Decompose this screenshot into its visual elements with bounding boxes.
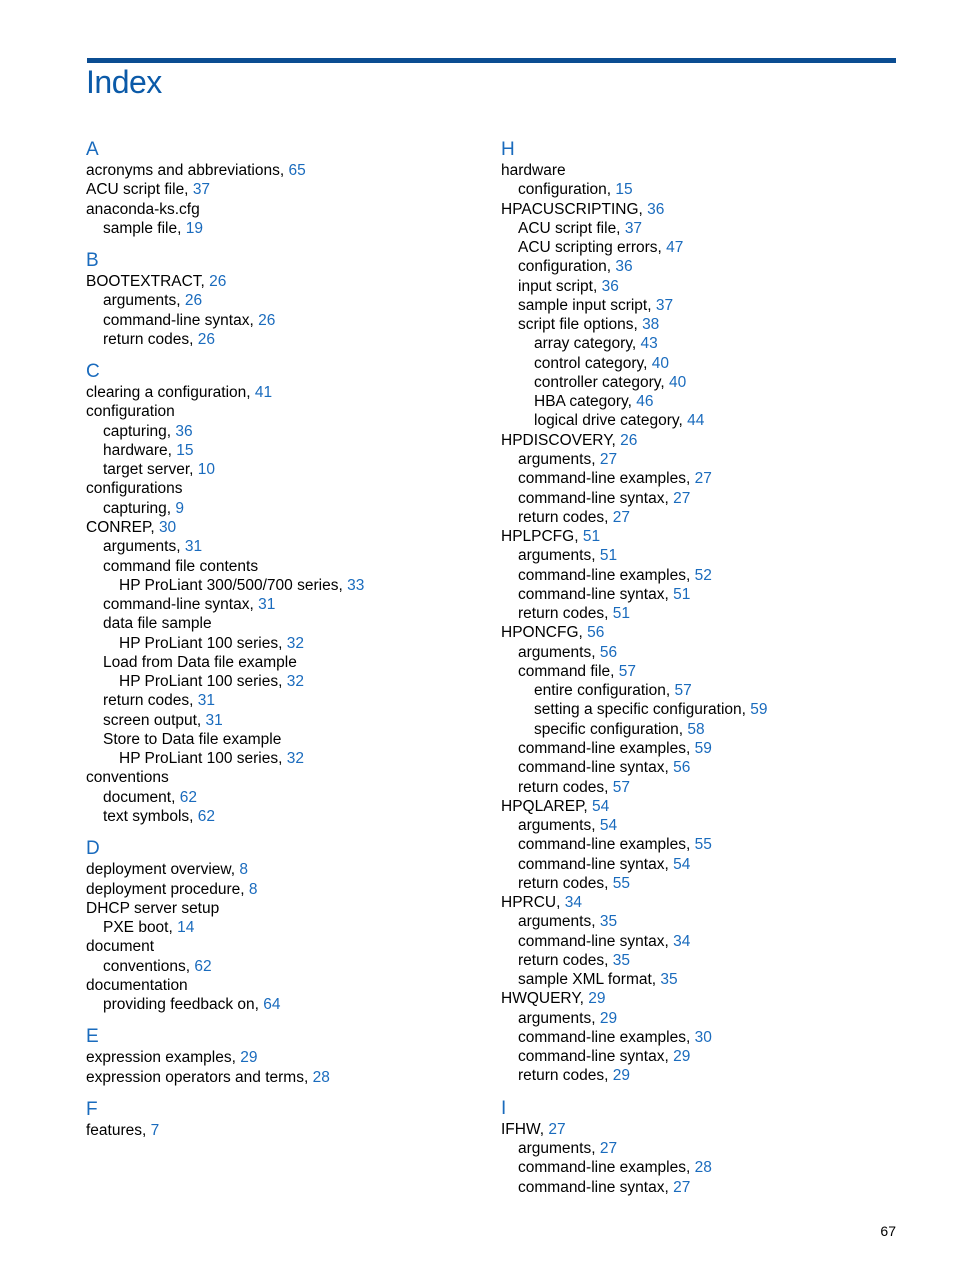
- index-entry: [86, 402, 486, 421]
- index-entry: [501, 720, 901, 739]
- index-entry: [86, 272, 486, 291]
- index-page-link[interactable]: 55: [694, 836, 712, 854]
- index-entry: [86, 653, 486, 672]
- index-entry: [501, 431, 901, 450]
- index-page-link[interactable]: 27: [694, 470, 712, 488]
- index-entry: [501, 739, 901, 758]
- index-page-link[interactable]: 51: [582, 528, 601, 546]
- index-page-link[interactable]: 28: [312, 1068, 330, 1086]
- index-entry-term: deployment overview,: [86, 861, 236, 879]
- index-page-link[interactable]: 57: [612, 778, 631, 796]
- index-entry: [501, 681, 901, 700]
- index-page-link[interactable]: 37: [624, 219, 643, 237]
- index-entry-term: command-line syntax,: [103, 596, 254, 614]
- index-entry-term: data file sample: [103, 615, 212, 633]
- index-entry: [501, 1158, 901, 1177]
- index-entry-term: DHCP server setup: [86, 899, 220, 917]
- index-page-link[interactable]: 15: [615, 181, 633, 199]
- index-entry-term: return codes,: [518, 1067, 609, 1085]
- index-entry: [86, 499, 486, 518]
- page-title: Index: [86, 64, 162, 100]
- index-entry: [86, 219, 486, 238]
- index-entry-term: ACU scripting errors,: [518, 239, 662, 257]
- index-entry-term: ACU script file,: [86, 181, 189, 199]
- index-entry: [86, 691, 486, 710]
- index-entry: [86, 788, 486, 807]
- page-number: 67: [880, 1223, 896, 1239]
- index-entry: [501, 662, 901, 681]
- index-page-link[interactable]: 37: [192, 181, 211, 199]
- index-entry-term: command-line syntax,: [518, 585, 669, 603]
- index-entry: [86, 311, 486, 330]
- index-entry: [501, 566, 901, 585]
- index-entry: [86, 807, 486, 826]
- index-entry-term: Load from Data file example: [103, 653, 297, 671]
- index-entry: [501, 373, 901, 392]
- index-entry: [501, 604, 901, 623]
- index-entry: [501, 951, 901, 970]
- index-entry-term: features,: [86, 1121, 147, 1139]
- index-entry-term: command-line examples,: [518, 739, 691, 757]
- index-entry: [86, 860, 486, 879]
- index-letter-e: E: [86, 1026, 99, 1048]
- index-entry: [86, 880, 486, 899]
- index-page-link[interactable]: 38: [642, 316, 660, 334]
- index-entry: [86, 422, 486, 441]
- index-entry-term: command-line syntax,: [518, 1048, 669, 1066]
- index-entry-term: command-line examples,: [518, 836, 691, 854]
- index-page-link[interactable]: 26: [197, 330, 216, 348]
- index-entry-term: arguments,: [103, 538, 181, 556]
- index-entry: [501, 874, 901, 893]
- index-entry-term: command file contents: [103, 557, 259, 575]
- index-entry-term: configuration: [86, 403, 175, 421]
- index-entry: [86, 1048, 486, 1067]
- index-entry-term: deployment procedure,: [86, 880, 245, 898]
- index-entry: [501, 623, 901, 642]
- index-entry-term: command-line syntax,: [518, 855, 669, 873]
- index-entry-term: command-line syntax,: [518, 932, 669, 950]
- index-entry-term: screen output,: [103, 711, 202, 729]
- index-entry: [501, 277, 901, 296]
- index-entry: [86, 899, 486, 918]
- index-page-link[interactable]: 41: [254, 384, 273, 402]
- index-entry: [86, 711, 486, 730]
- index-entry-term: return codes,: [518, 508, 609, 526]
- index-entry: [501, 1009, 901, 1028]
- index-entry-term: sample input script,: [518, 296, 652, 314]
- index-entry-term: arguments,: [518, 643, 596, 661]
- index-entry: [86, 460, 486, 479]
- index-entry-term: controller category,: [534, 373, 665, 391]
- index-entry-term: command-line syntax,: [103, 311, 254, 329]
- index-entry-term: command-line examples,: [518, 1028, 691, 1046]
- index-page-link[interactable]: 26: [258, 311, 276, 329]
- index-entry-term: return codes,: [518, 778, 609, 796]
- index-entry-term: return codes,: [103, 692, 194, 710]
- index-entry: [501, 527, 901, 546]
- index-entry-term: return codes,: [518, 605, 609, 623]
- index-page-link[interactable]: 59: [694, 739, 712, 757]
- index-entry: [501, 758, 901, 777]
- index-entry: [86, 1068, 486, 1087]
- index-page-link[interactable]: 36: [175, 422, 193, 440]
- index-entry: [501, 1047, 901, 1066]
- index-entry-term: return codes,: [518, 874, 609, 892]
- index-entry: [501, 257, 901, 276]
- index-page-link[interactable]: 47: [666, 239, 684, 257]
- index-page-link[interactable]: 51: [599, 547, 618, 565]
- index-page-link[interactable]: 29: [240, 1049, 258, 1067]
- index-column-left: [86, 139, 486, 1140]
- index-entry: [501, 1066, 901, 1085]
- index-page-link[interactable]: 40: [651, 354, 669, 372]
- index-entry-term: script file options,: [518, 316, 638, 334]
- index-entry-term: HBA category,: [534, 393, 632, 411]
- index-entry: [86, 479, 486, 498]
- index-entry-term: command-line examples,: [518, 566, 691, 584]
- index-entry: [501, 585, 901, 604]
- index-page-link[interactable]: 27: [673, 1178, 691, 1196]
- index-page-link[interactable]: 37: [655, 296, 674, 314]
- index-entry: [501, 546, 901, 565]
- index-entry: [501, 161, 901, 180]
- index-entry: [501, 200, 901, 219]
- index-entry: [501, 489, 901, 508]
- index-entry-term: hardware: [501, 162, 566, 179]
- index-entry-term: conventions,: [103, 957, 191, 975]
- index-entry-term: HPLPCFG,: [501, 528, 579, 546]
- index-entry-term: PXE boot,: [103, 919, 173, 937]
- index-entry-term: documentation: [86, 976, 188, 994]
- index-page-link[interactable]: 31: [184, 538, 203, 556]
- index-page-link[interactable]: 30: [158, 518, 177, 536]
- index-entry-term: text symbols,: [103, 807, 194, 825]
- index-entry: [501, 469, 901, 488]
- index-entry-term: arguments,: [518, 817, 596, 835]
- index-entry-term: configuration,: [518, 181, 612, 199]
- index-page-link[interactable]: 9: [175, 499, 185, 517]
- index-entry-term: HPONCFG,: [501, 624, 583, 642]
- index-entry: [86, 537, 486, 556]
- index-page-link[interactable]: 51: [612, 605, 631, 623]
- index-entry: [501, 643, 901, 662]
- index-entry-term: arguments,: [518, 913, 596, 931]
- index-entry: [501, 970, 901, 989]
- index-entry-term: anaconda-ks.cfg: [86, 200, 200, 218]
- index-entry-term: HP ProLiant 100 series,: [119, 750, 283, 768]
- index-entry-term: CONREP,: [86, 518, 155, 536]
- index-entry: [501, 816, 901, 835]
- index-page-link[interactable]: 29: [588, 990, 606, 1008]
- index-entry: [86, 330, 486, 349]
- index-entry: [501, 855, 901, 874]
- index-page-link[interactable]: 27: [612, 508, 631, 526]
- index-entry: [86, 672, 486, 691]
- index-entry: [501, 392, 901, 411]
- index-entry: [86, 634, 486, 653]
- index-page-link[interactable]: 40: [668, 373, 687, 391]
- index-entry: [86, 383, 486, 402]
- index-page-link[interactable]: 29: [673, 1048, 691, 1066]
- index-entry-term: arguments,: [518, 1140, 596, 1158]
- index-entry: [501, 893, 901, 912]
- index-page-link[interactable]: 56: [599, 643, 618, 661]
- index-entry-term: BOOTEXTRACT,: [86, 273, 205, 291]
- index-page-link[interactable]: 15: [176, 441, 194, 459]
- index-entry-term: return codes,: [103, 330, 194, 348]
- index-entry-term: arguments,: [103, 292, 181, 310]
- index-entry-term: command-line syntax,: [518, 489, 669, 507]
- index-entry-term: control category,: [534, 354, 648, 372]
- index-page-link[interactable]: 35: [599, 913, 618, 931]
- index-page-link[interactable]: 54: [592, 797, 610, 815]
- index-entry: [501, 334, 901, 353]
- index-page-link[interactable]: 55: [612, 874, 631, 892]
- index-entry: [86, 518, 486, 537]
- index-entry: [501, 989, 901, 1008]
- index-entry: [501, 1028, 901, 1047]
- index-entry-term: expression operators and terms,: [86, 1068, 309, 1086]
- index-entry-term: specific configuration,: [534, 720, 684, 738]
- index-entry-term: input script,: [518, 277, 598, 295]
- index-page-link[interactable]: 31: [197, 692, 216, 710]
- index-page-link[interactable]: 26: [620, 431, 638, 449]
- index-entry: [86, 730, 486, 749]
- index-entry-term: HWQUERY,: [501, 990, 584, 1008]
- index-entry-term: array category,: [534, 335, 637, 353]
- index-entry: [501, 778, 901, 797]
- index-entry-term: arguments,: [518, 450, 596, 468]
- index-entry-term: HP ProLiant 100 series,: [119, 634, 283, 652]
- index-page-link[interactable]: 8: [248, 880, 258, 898]
- index-entry: [86, 995, 486, 1014]
- index-entry: [86, 441, 486, 460]
- index-entry: [501, 797, 901, 816]
- index-page-link[interactable]: 34: [673, 932, 691, 950]
- index-page-link[interactable]: 57: [618, 662, 637, 680]
- index-entry-term: HPACUSCRIPTING,: [501, 200, 643, 218]
- index-letter-f: F: [86, 1098, 98, 1120]
- index-entry-term: capturing,: [103, 422, 172, 440]
- index-entry: [86, 1121, 486, 1140]
- index-entry: [501, 700, 901, 719]
- index-entry: [501, 1178, 901, 1197]
- index-page-link[interactable]: 62: [194, 957, 212, 975]
- index-entry-term: HP ProLiant 100 series,: [119, 673, 283, 691]
- index-page-link[interactable]: 19: [185, 219, 203, 237]
- index-letter-b: B: [86, 250, 99, 272]
- index-entry: [86, 614, 486, 633]
- index-entry: [86, 576, 486, 595]
- index-entry-term: sample file,: [103, 219, 182, 237]
- index-entry-term: command-line examples,: [518, 1159, 691, 1177]
- index-entry: [501, 296, 901, 315]
- index-entry-term: logical drive category,: [534, 412, 683, 430]
- index-entry-term: HPRCU,: [501, 894, 561, 912]
- index-page-link[interactable]: 54: [673, 855, 691, 873]
- index-entry: [86, 557, 486, 576]
- index-page-link[interactable]: 52: [694, 566, 712, 584]
- index-letter-c: C: [86, 361, 100, 383]
- index-entry-term: IFHW,: [501, 1120, 545, 1138]
- index-page-link[interactable]: 10: [197, 461, 216, 479]
- index-entry: [86, 161, 486, 180]
- index-page-link[interactable]: 56: [673, 759, 691, 777]
- index-page-link[interactable]: 43: [640, 335, 658, 353]
- index-entry-term: hardware,: [103, 441, 172, 459]
- index-page-link[interactable]: 30: [694, 1028, 712, 1046]
- index-entry-term: command-line syntax,: [518, 759, 669, 777]
- index-page-link[interactable]: 26: [209, 273, 227, 291]
- index-entry: [501, 1139, 901, 1158]
- index-entry-term: command file,: [518, 662, 615, 680]
- index-page-link[interactable]: 36: [615, 258, 633, 276]
- index-entry-term: capturing,: [103, 499, 172, 517]
- index-letter-a: A: [86, 139, 99, 160]
- index-page-link[interactable]: 26: [184, 292, 203, 310]
- index-entry-term: entire configuration,: [534, 682, 671, 700]
- index-page-link[interactable]: 35: [612, 951, 631, 969]
- index-page-link[interactable]: 36: [647, 200, 665, 218]
- index-page-link[interactable]: 36: [601, 277, 619, 295]
- index-page-link[interactable]: 57: [674, 682, 692, 700]
- index-page-link[interactable]: 35: [660, 971, 678, 989]
- index-entry: [501, 354, 901, 373]
- index-entry: [86, 595, 486, 614]
- index-entry: [501, 508, 901, 527]
- index-page-link[interactable]: 8: [239, 861, 248, 879]
- index-entry-term: acronyms and abbreviations,: [86, 162, 285, 179]
- index-entry: [501, 238, 901, 257]
- index-entry-term: document: [86, 938, 155, 956]
- index-page-link[interactable]: 27: [548, 1120, 566, 1138]
- index-entry: [86, 937, 486, 956]
- index-entry-term: expression examples,: [86, 1049, 236, 1067]
- index-page-link[interactable]: 62: [179, 788, 197, 806]
- index-page-link[interactable]: 28: [694, 1159, 712, 1177]
- index-entry: [501, 450, 901, 469]
- index-page-link[interactable]: 29: [612, 1067, 631, 1085]
- index-entry: [501, 932, 901, 951]
- index-page-link[interactable]: 32: [286, 634, 304, 652]
- index-page-link[interactable]: 33: [347, 576, 365, 594]
- index-entry-term: HPQLAREP,: [501, 797, 588, 815]
- index-page-link[interactable]: 54: [599, 817, 618, 835]
- index-entry-term: providing feedback on,: [103, 996, 259, 1014]
- index-entry-term: return codes,: [518, 951, 609, 969]
- index-entry-term: Store to Data file example: [103, 730, 282, 748]
- index-entry: [501, 835, 901, 854]
- index-entry-term: target server,: [103, 461, 194, 479]
- index-page-link[interactable]: 44: [687, 412, 705, 430]
- index-entry-term: conventions: [86, 769, 169, 787]
- index-letter-i: I: [501, 1097, 507, 1119]
- index-entry-term: setting a specific configuration,: [534, 701, 746, 719]
- index-page-link[interactable]: 32: [286, 673, 304, 691]
- index-entry: [86, 957, 486, 976]
- index-page-link[interactable]: 7: [150, 1121, 160, 1139]
- index-entry: [86, 749, 486, 768]
- index-entry: [86, 180, 486, 199]
- index-page-link[interactable]: 51: [673, 585, 691, 603]
- index-entry-term: command-line examples,: [518, 470, 691, 488]
- index-entry-term: sample XML format,: [518, 971, 657, 989]
- index-entry: [86, 200, 486, 219]
- index-entry-term: HPDISCOVERY,: [501, 431, 616, 449]
- index-entry: [86, 291, 486, 310]
- index-page-link[interactable]: 65: [288, 162, 306, 179]
- index-page-link[interactable]: 31: [258, 596, 276, 614]
- index-page-link[interactable]: 59: [750, 701, 768, 719]
- index-entry: [501, 315, 901, 334]
- index-entry-term: command-line syntax,: [518, 1178, 669, 1196]
- index-page-link[interactable]: 58: [687, 720, 705, 738]
- index-page-link[interactable]: 27: [599, 450, 618, 468]
- index-entry: [86, 918, 486, 937]
- index-entry: [501, 1120, 901, 1139]
- index-entry-term: arguments,: [518, 547, 596, 565]
- header-rule: [87, 58, 896, 63]
- index-column-right: [501, 139, 901, 1197]
- index-letter-h: H: [501, 139, 515, 160]
- index-page-link[interactable]: 32: [286, 750, 304, 768]
- index-entry-term: arguments,: [518, 1009, 596, 1027]
- index-entry: [501, 411, 901, 430]
- index-entry: [86, 768, 486, 787]
- index-entry: [86, 976, 486, 995]
- index-entry: [501, 912, 901, 931]
- index-page-link[interactable]: 27: [599, 1140, 618, 1158]
- index-page-link[interactable]: 46: [636, 393, 654, 411]
- index-page-link[interactable]: 27: [673, 489, 691, 507]
- index-entry: [501, 180, 901, 199]
- index-page-link[interactable]: 14: [177, 919, 195, 937]
- index-entry-term: clearing a configuration,: [86, 384, 251, 402]
- index-entry-term: document,: [103, 788, 176, 806]
- index-page-link[interactable]: 29: [599, 1009, 618, 1027]
- index-page-link[interactable]: 64: [263, 996, 281, 1014]
- index-entry: [501, 219, 901, 238]
- index-entry-term: ACU script file,: [518, 219, 621, 237]
- index-page-link[interactable]: 62: [197, 807, 216, 825]
- index-letter-d: D: [86, 838, 100, 860]
- index-entry-term: configurations: [86, 480, 183, 498]
- index-page-link[interactable]: 31: [205, 711, 223, 729]
- index-page-link[interactable]: 56: [587, 624, 605, 642]
- index-entry-term: configuration,: [518, 258, 612, 276]
- index-page-link[interactable]: 34: [564, 894, 582, 912]
- index-entry-term: HP ProLiant 300/500/700 series,: [119, 576, 343, 594]
